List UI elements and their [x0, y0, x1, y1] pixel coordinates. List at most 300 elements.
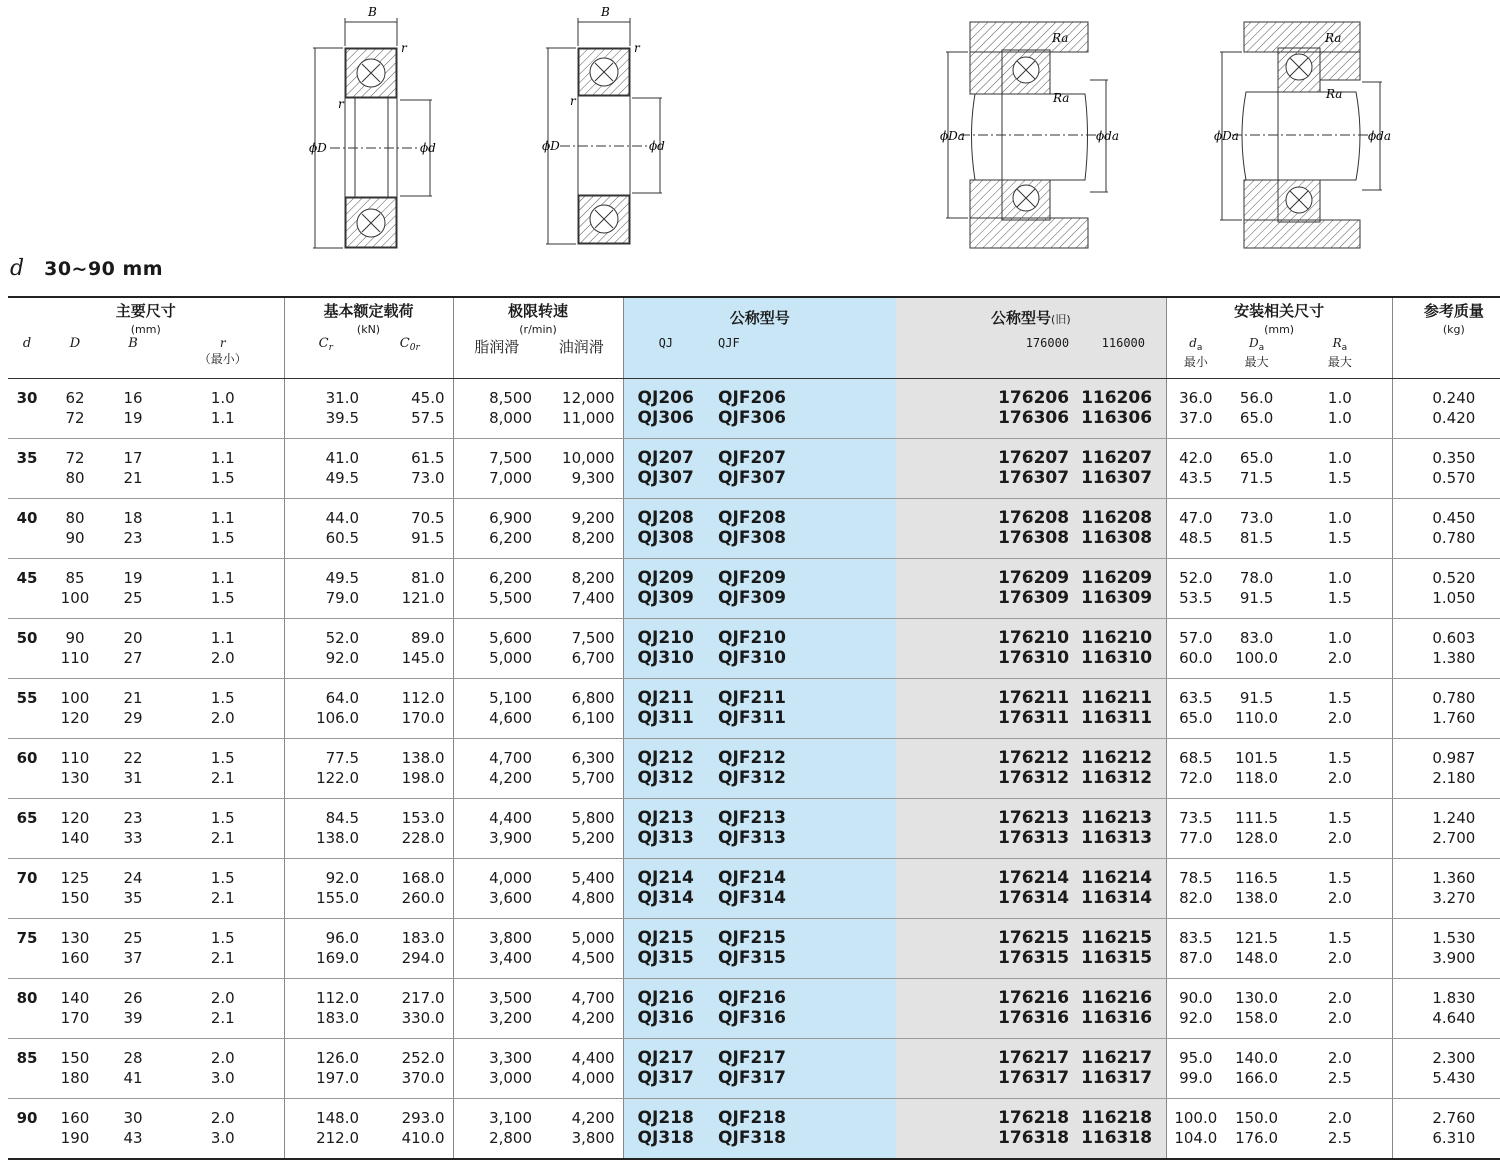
cell-Da: 111.5 — [1235, 809, 1279, 827]
cell-speed-oil: 5,400 — [540, 859, 623, 889]
cell-B: 26 — [123, 989, 143, 1007]
cell-cr: 155.0 — [284, 889, 367, 919]
cell-cr: 183.0 — [284, 1009, 367, 1039]
table-row — [8, 949, 1500, 979]
cell-c0r: 170.0 — [367, 709, 453, 739]
cell-c0r: 91.5 — [367, 529, 453, 559]
qjf-r-label: r — [634, 41, 640, 55]
cell-cr: 148.0 — [316, 1109, 360, 1127]
cell-r: 2.1 — [162, 949, 284, 979]
cell-D: 150 — [46, 889, 104, 919]
cell-r: 1.5 — [162, 679, 284, 709]
header-cr: $C_r$ — [284, 336, 367, 379]
cell-Da: 65.0 — [1225, 409, 1288, 439]
cell-model-qj: QJ214 — [623, 859, 708, 889]
cell-speed-oil: 9,200 — [540, 499, 623, 529]
cell-Da: 91.5 — [1239, 689, 1274, 707]
cell-B: 27 — [104, 649, 162, 679]
cell-da: 42.0 — [1179, 449, 1213, 467]
table-row — [8, 589, 1500, 619]
cell-d: 55 — [16, 689, 38, 707]
cell-D: 130 — [60, 929, 90, 947]
cell-model-qj: QJ207 — [623, 439, 708, 469]
cell-c0r: 252.0 — [367, 1039, 453, 1069]
cell-model-qjf: QJF217 — [708, 1039, 896, 1069]
cell-model-qj: QJ218 — [623, 1099, 708, 1129]
m1-phida-label: ϕda — [1096, 129, 1120, 143]
diameter-range — [10, 256, 163, 286]
cell-speed-oil: 4,500 — [540, 949, 623, 979]
cell-r: 1.5 — [162, 859, 284, 889]
cell-Ra: 2.0 — [1288, 709, 1392, 739]
m2-phiDa-label: ϕDa — [1214, 129, 1239, 143]
cell-model-qjf: QJF215 — [708, 919, 896, 949]
cell-model-qjf: QJF307 — [708, 469, 896, 499]
cell-Da: 121.5 — [1235, 929, 1279, 947]
mounting-drawing-2 — [1220, 22, 1382, 248]
cell-model-qj: QJ315 — [623, 949, 708, 979]
header-qj: QJ — [623, 336, 708, 379]
cell-Da: 148.0 — [1225, 949, 1288, 979]
cell-mass: 3.270 — [1392, 889, 1500, 919]
cell-old-116: 116314 — [1081, 889, 1166, 919]
cell-r: 1.5 — [162, 529, 284, 559]
qjf-phiD-label: ϕD — [542, 139, 560, 153]
cell-c0r: 73.0 — [367, 469, 453, 499]
table-row — [8, 619, 1500, 649]
table-row — [8, 799, 1500, 829]
m2-phida-label: ϕda — [1368, 129, 1392, 143]
table-row — [8, 499, 1500, 529]
cell-d-empty — [8, 769, 46, 799]
cell-Da: 140.0 — [1235, 1049, 1279, 1067]
cell-D: 90 — [65, 629, 85, 647]
cell-Da: 150.0 — [1235, 1109, 1279, 1127]
cell-old-116: 116208 — [1081, 499, 1166, 529]
cell-cr: 92.0 — [284, 649, 367, 679]
cell-speed-oil: 4,800 — [540, 889, 623, 919]
table-row — [8, 1039, 1500, 1069]
table-row — [8, 649, 1500, 679]
m1-Ra-label-2: Ra — [1053, 91, 1070, 105]
cell-B: 21 — [123, 689, 143, 707]
cell-da: 90.0 — [1179, 989, 1213, 1007]
cell-r: 2.1 — [162, 769, 284, 799]
cell-c0r: 410.0 — [367, 1129, 453, 1160]
cell-Da: 116.5 — [1235, 869, 1279, 887]
cell-old-176: 176316 — [896, 1009, 1081, 1039]
cell-Da: 73.0 — [1239, 509, 1274, 527]
table-row — [8, 439, 1500, 469]
cell-r: 1.0 — [162, 379, 284, 409]
cell-r: 2.1 — [162, 829, 284, 859]
cell-cr: 84.5 — [325, 809, 360, 827]
cell-da: 99.0 — [1166, 1069, 1225, 1099]
cell-speed-grease: 3,800 — [489, 929, 533, 947]
header-B: B — [104, 336, 162, 379]
cell-old-176: 176309 — [896, 589, 1081, 619]
cell-model-qj: QJ309 — [623, 589, 708, 619]
cell-mass: 2.300 — [1432, 1049, 1476, 1067]
cell-d-empty — [8, 949, 46, 979]
cell-model-qj: QJ213 — [623, 799, 708, 829]
cell-B: 23 — [123, 809, 143, 827]
cell-D: 80 — [65, 509, 85, 527]
cell-Da: 78.0 — [1239, 569, 1274, 587]
cell-Da: 101.5 — [1235, 749, 1279, 767]
cell-cr: 92.0 — [325, 869, 360, 887]
cell-cr: 79.0 — [284, 589, 367, 619]
cell-model-qjf: QJF207 — [708, 439, 896, 469]
cell-speed-oil: 7,400 — [540, 589, 623, 619]
cell-speed-grease: 4,600 — [453, 709, 540, 739]
cell-c0r: 293.0 — [367, 1099, 453, 1129]
cell-Ra: 1.5 — [1288, 739, 1392, 769]
cell-d-empty — [8, 889, 46, 919]
table-row — [8, 859, 1500, 889]
cell-old-176: 176213 — [896, 799, 1081, 829]
cell-B: 24 — [123, 869, 143, 887]
cell-speed-oil: 8,200 — [540, 529, 623, 559]
cell-speed-grease: 5,000 — [453, 649, 540, 679]
cell-speed-grease: 3,100 — [489, 1109, 533, 1127]
cell-speed-grease: 3,500 — [489, 989, 533, 1007]
cell-B: 20 — [123, 629, 143, 647]
cell-cr: 96.0 — [325, 929, 360, 947]
qj-b-label: B — [368, 5, 377, 19]
cell-old-176: 176318 — [896, 1129, 1081, 1160]
cell-D: 120 — [46, 709, 104, 739]
cell-da: 36.0 — [1179, 389, 1213, 407]
table-row — [8, 1099, 1500, 1129]
qj-phid-label: ϕd — [420, 141, 436, 155]
table-row — [8, 409, 1500, 439]
cell-da: 72.0 — [1166, 769, 1225, 799]
cell-model-qj: QJ317 — [623, 1069, 708, 1099]
cell-speed-grease: 6,900 — [489, 509, 533, 527]
cell-d-empty — [8, 1009, 46, 1039]
cell-model-qjf: QJF309 — [708, 589, 896, 619]
cell-r: 2.0 — [162, 649, 284, 679]
bearing-table-wrap — [8, 296, 1491, 1160]
header-old1: 176000 — [896, 336, 1081, 379]
cell-B: 35 — [104, 889, 162, 919]
cell-cr: 169.0 — [284, 949, 367, 979]
cell-B: 43 — [104, 1129, 162, 1160]
cell-old-176: 176207 — [896, 439, 1081, 469]
cell-mass: 0.450 — [1432, 509, 1476, 527]
cell-r: 1.1 — [162, 559, 284, 589]
cell-d: 60 — [16, 749, 38, 767]
cell-speed-grease: 7,500 — [489, 449, 533, 467]
cell-speed-oil: 8,200 — [540, 559, 623, 589]
cell-D: 180 — [46, 1069, 104, 1099]
cell-da: 48.5 — [1166, 529, 1225, 559]
cell-Da: 138.0 — [1225, 889, 1288, 919]
cell-speed-grease: 4,400 — [489, 809, 533, 827]
qj-phiD-label: ϕD — [309, 141, 327, 155]
cell-d: 50 — [16, 629, 38, 647]
cell-speed-grease: 6,200 — [453, 529, 540, 559]
cell-model-qjf: QJF312 — [708, 769, 896, 799]
cell-B: 19 — [123, 569, 143, 587]
cell-Ra: 2.0 — [1288, 649, 1392, 679]
cell-model-qj: QJ217 — [623, 1039, 708, 1069]
cell-r: 2.0 — [162, 1039, 284, 1069]
cell-old-176: 176214 — [896, 859, 1081, 889]
cell-Da: 81.5 — [1225, 529, 1288, 559]
cell-old-116: 116215 — [1081, 919, 1166, 949]
cell-d-empty — [8, 589, 46, 619]
cell-mass: 0.987 — [1432, 749, 1476, 767]
cell-old-176: 176208 — [896, 499, 1081, 529]
cell-old-176: 176317 — [896, 1069, 1081, 1099]
cell-cr: 138.0 — [284, 829, 367, 859]
cell-Da: 83.0 — [1239, 629, 1274, 647]
cell-model-qjf: QJF208 — [708, 499, 896, 529]
cell-model-qjf: QJF317 — [708, 1069, 896, 1099]
cell-c0r: 81.0 — [367, 559, 453, 589]
cell-mass: 1.760 — [1392, 709, 1500, 739]
cell-c0r: 70.5 — [367, 499, 453, 529]
qjf-r-label-2: r — [570, 94, 576, 108]
cell-d-empty — [8, 1069, 46, 1099]
cell-Ra: 2.0 — [1288, 949, 1392, 979]
cell-da: 95.0 — [1179, 1049, 1213, 1067]
header-main-dims: 主要尺寸 (mm) — [8, 297, 284, 336]
cell-model-qj: QJ215 — [623, 919, 708, 949]
header-D: D — [46, 336, 104, 379]
cell-D: 62 — [65, 389, 85, 407]
cell-model-qjf: QJF316 — [708, 1009, 896, 1039]
cell-r: 2.0 — [162, 1099, 284, 1129]
cell-old-116: 116312 — [1081, 769, 1166, 799]
bearing-drawings — [0, 0, 1500, 255]
cell-model-qj: QJ211 — [623, 679, 708, 709]
cell-cr: 49.5 — [284, 469, 367, 499]
cell-cr: 49.5 — [325, 569, 360, 587]
cell-d-empty — [8, 709, 46, 739]
cell-Da: 166.0 — [1225, 1069, 1288, 1099]
cell-Ra: 1.5 — [1288, 799, 1392, 829]
cell-cr: 122.0 — [284, 769, 367, 799]
cell-speed-oil: 3,800 — [540, 1129, 623, 1160]
cell-d: 90 — [16, 1109, 38, 1127]
cell-c0r: 61.5 — [367, 439, 453, 469]
bearing-table — [8, 296, 1500, 1160]
header-Ra: $R_a$ 最大 — [1288, 336, 1392, 379]
cell-model-qj: QJ209 — [623, 559, 708, 589]
cell-mass: 0.350 — [1432, 449, 1476, 467]
range-symbol: d — [10, 256, 25, 281]
cell-Da: 130.0 — [1235, 989, 1279, 1007]
cell-mass: 2.760 — [1432, 1109, 1476, 1127]
cell-B: 29 — [104, 709, 162, 739]
cell-r: 2.1 — [162, 1009, 284, 1039]
cell-model-qj: QJ306 — [623, 409, 708, 439]
cell-Ra: 2.0 — [1288, 979, 1392, 1009]
cell-model-qj: QJ314 — [623, 889, 708, 919]
cell-speed-grease: 8,500 — [489, 389, 533, 407]
cell-cr: 77.5 — [325, 749, 360, 767]
cell-Da: 158.0 — [1225, 1009, 1288, 1039]
cell-Ra: 2.0 — [1288, 1039, 1392, 1069]
cell-c0r: 57.5 — [367, 409, 453, 439]
cell-da: 73.5 — [1179, 809, 1213, 827]
cell-c0r: 330.0 — [367, 1009, 453, 1039]
cell-D: 90 — [46, 529, 104, 559]
cell-model-qjf: QJF313 — [708, 829, 896, 859]
cell-B: 25 — [123, 929, 143, 947]
cell-Ra: 2.5 — [1288, 1129, 1392, 1160]
cell-c0r: 198.0 — [367, 769, 453, 799]
cell-mass: 0.240 — [1432, 389, 1476, 407]
cell-mass: 0.780 — [1392, 529, 1500, 559]
cell-old-176: 176311 — [896, 709, 1081, 739]
cell-mass: 1.380 — [1392, 649, 1500, 679]
cell-old-116: 116211 — [1081, 679, 1166, 709]
cell-c0r: 145.0 — [367, 649, 453, 679]
table-row — [8, 829, 1500, 859]
header-old-model: 公称型号(旧) — [896, 297, 1166, 336]
cell-Da: 65.0 — [1239, 449, 1274, 467]
cell-mass: 0.603 — [1432, 629, 1476, 647]
cell-model-qj: QJ316 — [623, 1009, 708, 1039]
cell-old-176: 176315 — [896, 949, 1081, 979]
cell-cr: 44.0 — [325, 509, 360, 527]
cell-B: 39 — [104, 1009, 162, 1039]
cell-D: 72 — [65, 449, 85, 467]
header-r: r （最小） — [162, 336, 284, 379]
table-row — [8, 889, 1500, 919]
cell-speed-oil: 5,000 — [540, 919, 623, 949]
cell-old-116: 116217 — [1081, 1039, 1166, 1069]
cell-old-176: 176218 — [896, 1099, 1081, 1129]
cell-model-qjf: QJF212 — [708, 739, 896, 769]
cell-model-qj: QJ312 — [623, 769, 708, 799]
cell-cr: 64.0 — [325, 689, 360, 707]
cell-B: 25 — [104, 589, 162, 619]
m1-phiDa-label: ϕDa — [940, 129, 965, 143]
cell-r: 1.1 — [162, 499, 284, 529]
range-text: 30~90 mm — [44, 258, 164, 280]
cell-D: 110 — [46, 649, 104, 679]
cell-speed-oil: 7,500 — [540, 619, 623, 649]
cell-speed-grease: 3,400 — [453, 949, 540, 979]
cell-old-116: 116209 — [1081, 559, 1166, 589]
cell-speed-grease: 4,700 — [489, 749, 533, 767]
cell-speed-oil: 4,700 — [540, 979, 623, 1009]
cell-r: 2.1 — [162, 889, 284, 919]
cell-speed-oil: 5,800 — [540, 799, 623, 829]
cell-mass: 3.900 — [1392, 949, 1500, 979]
table-row — [8, 559, 1500, 589]
cell-model-qjf: QJF311 — [708, 709, 896, 739]
cell-B: 18 — [123, 509, 143, 527]
cell-c0r: 89.0 — [367, 619, 453, 649]
qj-r-label-2: r — [338, 97, 344, 111]
cell-speed-oil: 4,000 — [540, 1069, 623, 1099]
qjf-bearing-drawing — [546, 18, 662, 244]
cell-da: 57.0 — [1179, 629, 1213, 647]
cell-speed-grease: 3,200 — [453, 1009, 540, 1039]
cell-old-116: 116313 — [1081, 829, 1166, 859]
cell-Ra: 2.0 — [1288, 889, 1392, 919]
cell-old-116: 116316 — [1081, 1009, 1166, 1039]
cell-old-116: 116216 — [1081, 979, 1166, 1009]
cell-da: 53.5 — [1166, 589, 1225, 619]
cell-Da: 56.0 — [1239, 389, 1274, 407]
cell-mass: 4.640 — [1392, 1009, 1500, 1039]
header-qjf: QJF — [708, 336, 896, 379]
cell-d-empty — [8, 529, 46, 559]
cell-speed-grease: 2,800 — [453, 1129, 540, 1160]
cell-Da: 118.0 — [1225, 769, 1288, 799]
cell-da: 78.5 — [1179, 869, 1213, 887]
cell-D: 110 — [60, 749, 90, 767]
header-mass: 参考质量 (kg) — [1392, 297, 1500, 336]
cell-cr: 31.0 — [325, 389, 360, 407]
cell-old-116: 116318 — [1081, 1129, 1166, 1160]
cell-old-176: 176206 — [896, 379, 1081, 409]
cell-D: 80 — [46, 469, 104, 499]
cell-mass: 0.520 — [1432, 569, 1476, 587]
cell-cr: 126.0 — [316, 1049, 360, 1067]
cell-model-qjf: QJF318 — [708, 1129, 896, 1160]
cell-old-176: 176312 — [896, 769, 1081, 799]
header-d: d — [8, 336, 46, 379]
cell-r: 1.5 — [162, 739, 284, 769]
cell-model-qj: QJ212 — [623, 739, 708, 769]
cell-model-qj: QJ206 — [623, 379, 708, 409]
cell-model-qj: QJ310 — [623, 649, 708, 679]
table-row — [8, 919, 1500, 949]
cell-da: 87.0 — [1166, 949, 1225, 979]
mounting-drawing-1 — [946, 22, 1108, 248]
cell-D: 160 — [60, 1109, 90, 1127]
table-row — [8, 769, 1500, 799]
cell-D: 190 — [46, 1129, 104, 1160]
cell-B: 23 — [104, 529, 162, 559]
table-row — [8, 529, 1500, 559]
qjf-phid-label: ϕd — [649, 139, 665, 153]
cell-speed-grease: 7,000 — [453, 469, 540, 499]
cell-B: 21 — [104, 469, 162, 499]
cell-old-176: 176217 — [896, 1039, 1081, 1069]
cell-d: 85 — [16, 1049, 38, 1067]
cell-D: 72 — [46, 409, 104, 439]
cell-speed-oil: 5,700 — [540, 769, 623, 799]
cell-r: 2.0 — [162, 979, 284, 1009]
header-Da: $D_a$ 最大 — [1225, 336, 1288, 379]
cell-model-qjf: QJF216 — [708, 979, 896, 1009]
cell-Da: 110.0 — [1225, 709, 1288, 739]
cell-mass: 2.700 — [1392, 829, 1500, 859]
cell-c0r: 112.0 — [367, 679, 453, 709]
cell-model-qjf: QJF310 — [708, 649, 896, 679]
cell-cr: 212.0 — [284, 1129, 367, 1160]
cell-d: 45 — [16, 569, 38, 587]
cell-model-qj: QJ313 — [623, 829, 708, 859]
cell-d: 70 — [16, 869, 38, 887]
cell-B: 30 — [123, 1109, 143, 1127]
cell-d-empty — [8, 829, 46, 859]
cell-D: 120 — [60, 809, 90, 827]
cell-Ra: 2.0 — [1288, 769, 1392, 799]
cell-old-176: 176310 — [896, 649, 1081, 679]
cell-mass: 2.180 — [1392, 769, 1500, 799]
cell-speed-grease: 6,200 — [489, 569, 533, 587]
